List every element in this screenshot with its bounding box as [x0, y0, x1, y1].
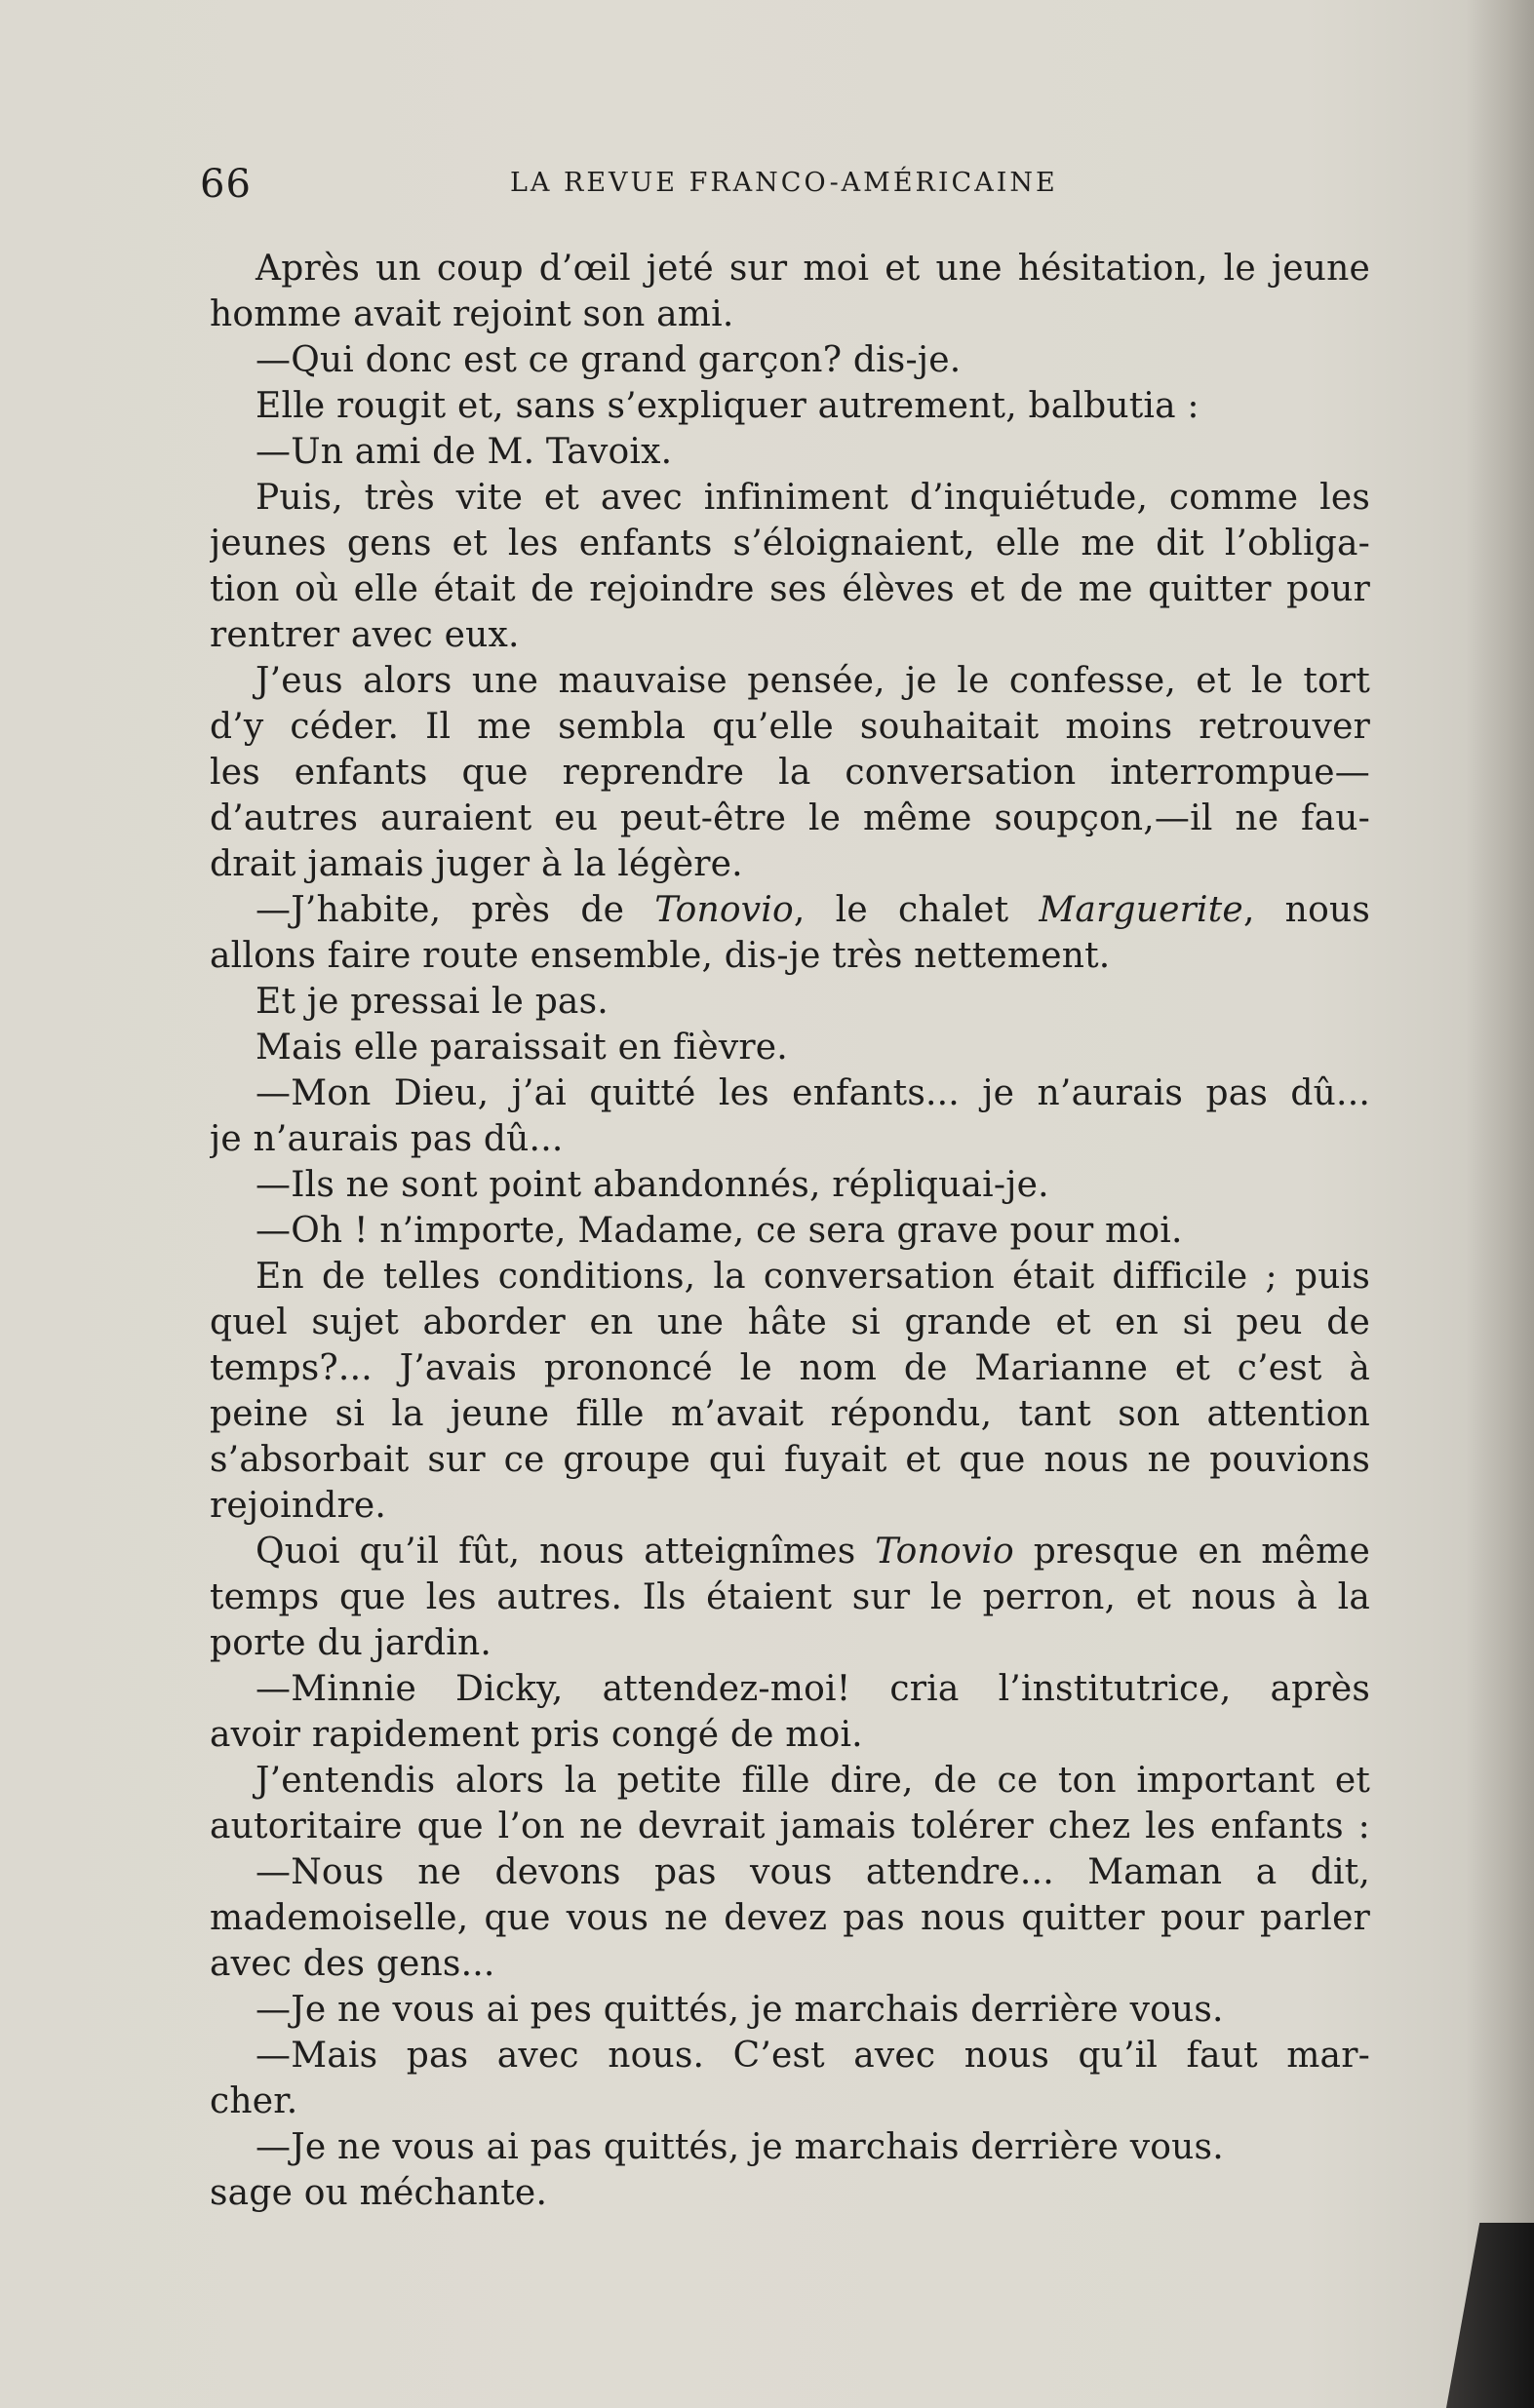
text-line: En de telles conditions, la conversation était difficile ; puis: [256, 1257, 1370, 1297]
text-line: —Je ne vous ai pas quittés, je marchais derrière vous.: [256, 2127, 1224, 2167]
text-line: —Ils ne sont point abandonnés, répliquai-je.: [256, 1165, 1049, 1205]
text-line: avec des gens...: [210, 1944, 495, 1984]
text-line: Elle rougit et, sans s’expliquer autrement, balbutia :: [256, 386, 1200, 426]
text-line: Après un coup d’œil jeté sur moi et une hésitation, le jeune: [256, 249, 1370, 289]
text-line: —Nous ne devons pas vous attendre... Maman a dit,: [256, 1852, 1370, 1892]
text-line: —Qui donc est ce grand garçon? dis-je.: [256, 340, 962, 380]
text-line: rentrer avec eux.: [210, 615, 520, 655]
text-line: d’y céder. Il me sembla qu’elle souhaitait moins retrouver: [210, 707, 1370, 747]
text-line: Puis, très vite et avec infiniment d’inquiétude, comme les: [256, 478, 1370, 518]
text-line: temps que les autres. Ils étaient sur le perron, et nous à la: [210, 1577, 1370, 1617]
page-header: [200, 156, 1078, 205]
text-line: tion où elle était de rejoindre ses élèves et de me quitter pour: [210, 569, 1370, 609]
text-line: J’eus alors une mauvaise pensée, je le confesse, et le tort: [256, 661, 1370, 701]
page-corner-background: [1446, 2223, 1534, 2408]
text-line: peine si la jeune fille m’avait répondu, tant son attention: [210, 1394, 1370, 1434]
text-line: cher.: [210, 2081, 298, 2121]
running-head: LA REVUE FRANCO-AMÉRICAINE: [510, 168, 1058, 198]
text-line: —Un ami de M. Tavoix.: [256, 432, 673, 472]
text-line: autoritaire que l’on ne devrait jamais tolérer chez les enfants :: [210, 1806, 1370, 1846]
text-line: s’absorbait sur ce groupe qui fuyait et que nous ne pouvions: [210, 1440, 1370, 1480]
text-line: quel sujet aborder en une hâte si grande et en si peu de: [210, 1302, 1370, 1342]
text-line: je n’aurais pas dû...: [210, 1119, 564, 1159]
text-line: mademoiselle, que vous ne devez pas nous quitter pour parler: [210, 1898, 1370, 1938]
text-line: —Oh ! n’importe, Madame, ce sera grave pour moi.: [256, 1211, 1183, 1251]
text-line: J’entendis alors la petite fille dire, de ce ton important et: [256, 1761, 1370, 1801]
body-text: [210, 246, 1370, 2216]
text-line: —Mais pas avec nous. C’est avec nous qu’il faut mar-: [256, 2036, 1370, 2076]
text-line: sage ou méchante.: [210, 2173, 548, 2213]
text-line: —Mon Dieu, j’ai quitté les enfants... je n’aurais pas dû...: [256, 1073, 1370, 1113]
text-line: drait jamais juger à la légère.: [210, 844, 743, 884]
text-line: —Je ne vous ai pes quittés, je marchais derrière vous.: [256, 1990, 1224, 2030]
text-line: Mais elle paraissait en fièvre.: [256, 1028, 788, 1068]
text-line: rejoindre.: [210, 1486, 387, 1526]
page-edge-shadow: [1466, 0, 1534, 2408]
text-line: —J’habite, près de Tonovio, le chalet Marguerite, nous: [256, 890, 1370, 930]
text-line: porte du jardin.: [210, 1623, 492, 1663]
text-line: les enfants que reprendre la conversation interrompue—: [210, 753, 1370, 793]
text-line: jeunes gens et les enfants s’éloignaient, elle me dit l’obliga-: [210, 524, 1370, 563]
text-line: Et je pressai le pas.: [256, 982, 609, 1022]
text-line: avoir rapidement pris congé de moi.: [210, 1715, 863, 1755]
text-line: Quoi qu’il fût, nous atteignîmes Tonovio presque en même: [256, 1532, 1370, 1572]
text-line: homme avait rejoint son ami.: [210, 294, 734, 334]
text-line: d’autres auraient eu peut-être le même soupçon,—il ne fau-: [210, 798, 1370, 838]
page-number: 66: [200, 162, 252, 207]
text-line: temps?... J’avais prononcé le nom de Marianne et c’est à: [210, 1348, 1370, 1388]
text-line: allons faire route ensemble, dis-je très nettement.: [210, 936, 1111, 976]
text-line: —Minnie Dicky, attendez-moi! cria l’institutrice, après: [256, 1669, 1370, 1709]
